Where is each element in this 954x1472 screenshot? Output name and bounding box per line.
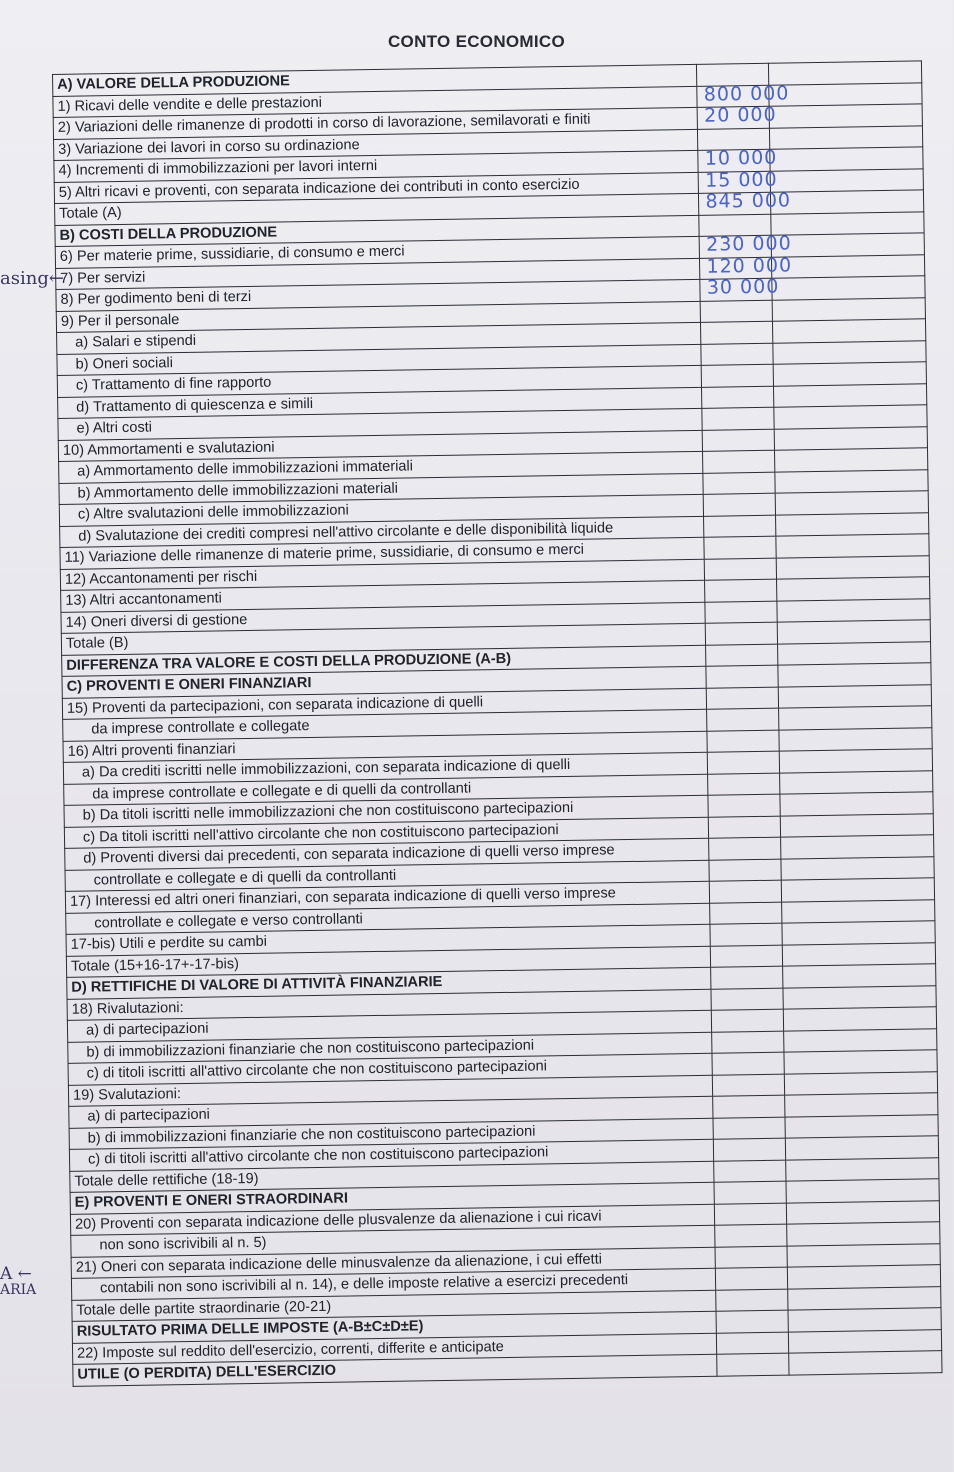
value-cell-2[interactable] (773, 340, 926, 364)
value-cell-2[interactable] (777, 577, 930, 601)
value-cell-2[interactable] (774, 383, 927, 407)
row-label: 16) Altri proventi finanziari (63, 731, 708, 763)
row-label: 5) Altri ricavi e proventi, con separata indicazione dei contributi in conto esercizio (54, 172, 699, 204)
value-cell-2[interactable] (782, 942, 935, 966)
value-cell-1[interactable] (713, 1074, 785, 1097)
handwritten-value: 10 000 (704, 146, 778, 170)
value-cell-1[interactable] (704, 536, 776, 559)
value-cell-2[interactable] (788, 1265, 941, 1289)
handwritten-value: 15 000 (704, 168, 778, 192)
row-label: 6) Per materie prime, sussidiarie, di consumo e merci (55, 236, 700, 268)
row-label: a) di partecipazioni (67, 1010, 712, 1042)
row-label: e) Altri costi (58, 408, 703, 440)
value-cell-1[interactable] (708, 773, 780, 796)
value-cell-1[interactable] (703, 429, 775, 452)
value-cell-1[interactable] (702, 386, 774, 409)
value-cell-2[interactable] (772, 254, 925, 278)
row-label: 11) Variazione delle rimanenze di materie prime, sussidiarie, di consumo e merci (60, 537, 705, 569)
value-cell-1[interactable] (713, 1095, 785, 1118)
row-label: 3) Variazione dei lavori in corso su ordinazione (54, 129, 699, 161)
row-label: A) VALORE DELLA PRODUZIONE (53, 64, 698, 96)
income-statement-table (52, 60, 943, 1386)
value-cell-1[interactable] (708, 751, 780, 774)
row-label: 21) Oneri con separata indicazione delle minusvalenze da alienazione, i cui effetti (71, 1247, 716, 1279)
income-statement (52, 60, 954, 1472)
row-label: c) di titoli iscritti all'attivo circolante che non costituiscono partecipazioni (69, 1139, 714, 1171)
row-label: 17-bis) Utili e perdite su cambi (66, 924, 711, 956)
handwritten-value: 230 000 (705, 232, 792, 256)
value-cell-2[interactable] (778, 641, 931, 665)
value-cell-2[interactable] (776, 555, 929, 579)
margin-note-bottom-b: ARIA (0, 1282, 37, 1298)
row-label: C) PROVENTI E ONERI FINANZIARI (62, 666, 707, 698)
row-label: c) Da titoli iscritti nell'attivo circolante che non costituiscono partecipazioni (64, 817, 709, 849)
value-cell-2[interactable] (781, 835, 934, 859)
row-label: non sono iscrivibili al n. 5) (71, 1225, 716, 1257)
row-label: da imprese controllate e collegate e di quelli da controllanti (64, 774, 709, 806)
value-cell-1[interactable] (716, 1267, 788, 1290)
value-cell-1[interactable] (717, 1332, 789, 1355)
handwritten-value: 845 000 (705, 189, 792, 213)
row-label: a) Salari e stipendi (57, 322, 702, 354)
value-cell-2[interactable] (769, 82, 922, 106)
value-cell-2[interactable] (770, 125, 923, 149)
value-cell-1[interactable] (711, 945, 783, 968)
value-cell-1[interactable] (703, 450, 775, 473)
row-label: 9) Per il personale (56, 301, 701, 333)
value-cell-2[interactable] (783, 964, 936, 988)
value-cell-1[interactable] (715, 1246, 787, 1269)
handwritten-value: 30 000 (706, 275, 780, 299)
row-label: RISULTATO PRIMA DELLE IMPOSTE (A-B±C±D±E) (72, 1311, 717, 1343)
row-label: a) Ammortamento delle immobilizzazioni immateriali (59, 451, 704, 483)
row-label: B) COSTI DELLA PRODUZIONE (55, 215, 700, 247)
row-label: Totale (A) (55, 193, 700, 225)
row-label: d) Trattamento di quiescenza e simili (58, 387, 703, 419)
row-label: d) Proventi diversi dai precedenti, con separata indicazione di quelli verso imprese (65, 838, 710, 870)
value-cell-1[interactable] (701, 300, 773, 323)
value-cell-2[interactable] (785, 1114, 938, 1138)
row-label: UTILE (O PERDITA) DELL'ESERCIZIO (73, 1354, 718, 1386)
row-label: d) Svalutazione dei crediti compresi nell'attivo circolante e delle disponibilità liquide (60, 516, 705, 548)
row-label: b) di immobilizzazioni finanziarie che non costituiscono partecipazioni (68, 1032, 713, 1064)
handwritten-value: 20 000 (703, 103, 777, 127)
value-cell-2[interactable] (788, 1308, 941, 1332)
row-label: Totale (B) (61, 623, 706, 655)
value-cell-2[interactable] (771, 233, 924, 257)
value-cell-2[interactable] (784, 1050, 937, 1074)
value-cell-1[interactable] (706, 622, 778, 645)
value-cell-1[interactable] (710, 902, 782, 925)
row-label: 14) Oneri diversi di gestione (61, 602, 706, 634)
value-cell-1[interactable] (706, 644, 778, 667)
value-cell-1[interactable] (710, 880, 782, 903)
value-cell-2[interactable] (779, 749, 932, 773)
row-label: b) Oneri sociali (57, 344, 702, 376)
value-cell-2[interactable] (774, 405, 927, 429)
value-cell-2[interactable] (781, 856, 934, 880)
value-cell-1[interactable] (713, 1117, 785, 1140)
row-label: DIFFERENZA TRA VALORE E COSTI DELLA PRODUZIONE (A-B) (62, 645, 707, 677)
row-label: 4) Incrementi di immobilizzazioni per lavori interni (54, 150, 699, 182)
row-label: 1) Ricavi delle vendite e delle prestazioni (53, 86, 698, 118)
row-label: controllate e collegate e di quelli da controllanti (65, 860, 710, 892)
row-label: 20) Proventi con separata indicazione delle plusvalenze da alienazione i cui ricavi (70, 1204, 715, 1236)
value-cell-1[interactable] (710, 923, 782, 946)
row-label: c) Altre svalutazioni delle immobilizzazioni (59, 494, 704, 526)
value-cell-2[interactable] (789, 1351, 942, 1375)
row-label: 12) Accantonamenti per rischi (60, 559, 705, 591)
value-cell-1[interactable] (714, 1138, 786, 1161)
value-cell-1[interactable] (707, 708, 779, 731)
value-cell-2[interactable] (777, 620, 930, 644)
row-label: 7) Per servizi (56, 258, 701, 290)
value-cell-2[interactable] (769, 61, 922, 85)
value-cell-1[interactable] (712, 1052, 784, 1075)
value-cell-1[interactable] (701, 321, 773, 344)
value-cell-2[interactable] (779, 727, 932, 751)
value-cell-2[interactable] (780, 770, 933, 794)
value-cell-2[interactable] (776, 512, 929, 536)
value-cell-2[interactable] (785, 1093, 938, 1117)
value-cell-1[interactable] (698, 103, 777, 129)
value-cell-2[interactable] (782, 921, 935, 945)
row-label: 2) Variazioni delle rimanenze di prodotti in corso di lavorazione, semilavorati e finiti (53, 107, 698, 139)
value-cell-2[interactable] (783, 1007, 936, 1031)
row-label: 19) Svalutazioni: (68, 1075, 713, 1107)
row-label: contabili non sono iscrivibili al n. 14), e delle imposte relative a esercizi precedenti (71, 1268, 716, 1300)
value-cell-1[interactable] (714, 1160, 786, 1183)
row-label: controllate e collegate e verso controllanti (66, 903, 711, 935)
value-cell-2[interactable] (777, 598, 930, 622)
value-cell-1[interactable] (714, 1181, 786, 1204)
row-label: 10) Ammortamenti e svalutazioni (58, 430, 703, 462)
value-cell-2[interactable] (787, 1200, 940, 1224)
value-cell-2[interactable] (775, 469, 928, 493)
page-title: CONTO ECONOMICO (387, 32, 566, 51)
value-cell-1[interactable] (709, 816, 781, 839)
value-cell-1[interactable] (709, 837, 781, 860)
handwritten-value: 120 000 (706, 253, 793, 278)
row-label: a) Da crediti iscritti nelle immobilizzazioni, con separata indicazione di quelli (63, 752, 708, 784)
row-label: 13) Altri accantonamenti (61, 580, 706, 612)
handwritten-value: 800 000 (703, 81, 790, 106)
value-cell-2[interactable] (778, 684, 931, 708)
value-cell-2[interactable] (783, 985, 936, 1009)
value-cell-2[interactable] (782, 899, 935, 923)
value-cell-2[interactable] (776, 534, 929, 558)
value-cell-2[interactable] (771, 211, 924, 235)
value-cell-1[interactable] (699, 189, 792, 215)
row-label: c) di titoli iscritti all'attivo circolante che non costituiscono partecipazioni (68, 1053, 713, 1085)
row-label: Totale delle partite straordinarie (20-21) (72, 1290, 717, 1322)
row-label: Totale (15+16-17+-17-bis) (66, 946, 711, 978)
row-label: 22) Imposte sul reddito dell'esercizio, correnti, differite e anticipate (72, 1333, 717, 1365)
row-label: 17) Interessi ed altri oneri finanziari, con separata indicazione di quelli verso imprese (65, 881, 710, 913)
value-cell-1[interactable] (702, 407, 774, 430)
row-label: b) di immobilizzazioni finanziarie che non costituiscono partecipazioni (69, 1118, 714, 1150)
value-cell-1[interactable] (704, 515, 776, 538)
row-label: a) di partecipazioni (69, 1096, 714, 1128)
value-cell-2[interactable] (770, 147, 923, 171)
value-cell-2[interactable] (787, 1243, 940, 1267)
value-cell-2[interactable] (780, 813, 933, 837)
value-cell-2[interactable] (772, 297, 925, 321)
value-cell-1[interactable] (704, 493, 776, 516)
value-cell-1[interactable] (716, 1310, 788, 1333)
row-label: 8) Per godimento beni di terzi (56, 279, 701, 311)
value-cell-2[interactable] (769, 104, 922, 128)
value-cell-1[interactable] (715, 1203, 787, 1226)
value-cell-2[interactable] (786, 1179, 939, 1203)
value-cell-1[interactable] (708, 794, 780, 817)
value-cell-2[interactable] (775, 448, 928, 472)
row-label: 15) Proventi da partecipazioni, con separata indicazione di quelli (62, 688, 707, 720)
value-cell-1[interactable] (711, 966, 783, 989)
value-cell-1[interactable] (705, 579, 777, 602)
value-cell-1[interactable] (715, 1224, 787, 1247)
value-cell-1[interactable] (705, 601, 777, 624)
value-cell-1[interactable] (716, 1289, 788, 1312)
value-cell-2[interactable] (788, 1286, 941, 1310)
value-cell-2[interactable] (778, 663, 931, 687)
value-cell-1[interactable] (707, 687, 779, 710)
value-cell-1[interactable] (706, 665, 778, 688)
value-cell-2[interactable] (773, 362, 926, 386)
row-label: E) PROVENTI E ONERI STRAORDINARI (70, 1182, 715, 1214)
value-cell-2[interactable] (789, 1329, 942, 1353)
value-cell-1[interactable] (709, 859, 781, 882)
value-cell-2[interactable] (771, 190, 924, 214)
value-cell-1[interactable] (701, 343, 773, 366)
value-cell-2[interactable] (772, 276, 925, 300)
margin-note-top: asing← (0, 268, 64, 289)
value-cell-2[interactable] (770, 168, 923, 192)
value-cell-1[interactable] (700, 275, 780, 301)
row-label: 18) Rivalutazioni: (67, 989, 712, 1021)
value-cell-1[interactable] (703, 472, 775, 495)
value-cell-2[interactable] (786, 1157, 939, 1181)
value-cell-2[interactable] (773, 319, 926, 343)
value-cell-2[interactable] (787, 1222, 940, 1246)
value-cell-1[interactable] (712, 1009, 784, 1032)
value-cell-2[interactable] (780, 792, 933, 816)
value-cell-1[interactable] (712, 1031, 784, 1054)
value-cell-2[interactable] (774, 426, 927, 450)
row-label: c) Trattamento di fine rapporto (57, 365, 702, 397)
value-cell-1[interactable] (705, 558, 777, 581)
row-label: Totale delle rettifiche (18-19) (70, 1161, 715, 1193)
value-cell-2[interactable] (786, 1136, 939, 1160)
value-cell-2[interactable] (781, 878, 934, 902)
row-label: b) Ammortamento delle immobilizzazioni materiali (59, 473, 704, 505)
row-label: b) Da titoli iscritti nelle immobilizzazioni che non costituiscono partecipazioni (64, 795, 709, 827)
row-label: da imprese controllate e collegate (63, 709, 708, 741)
value-cell-1[interactable] (711, 988, 783, 1011)
value-cell-1[interactable] (717, 1353, 789, 1376)
value-cell-1[interactable] (702, 364, 774, 387)
value-cell-2[interactable] (779, 706, 932, 730)
value-cell-2[interactable] (775, 491, 928, 515)
margin-note-bottom-a: A ← (0, 1264, 32, 1284)
value-cell-2[interactable] (784, 1028, 937, 1052)
row-label: D) RETTIFICHE DI VALORE DI ATTIVITÀ FINANZIARIE (67, 967, 712, 999)
value-cell-1[interactable] (707, 730, 779, 753)
value-cell-2[interactable] (785, 1071, 938, 1095)
